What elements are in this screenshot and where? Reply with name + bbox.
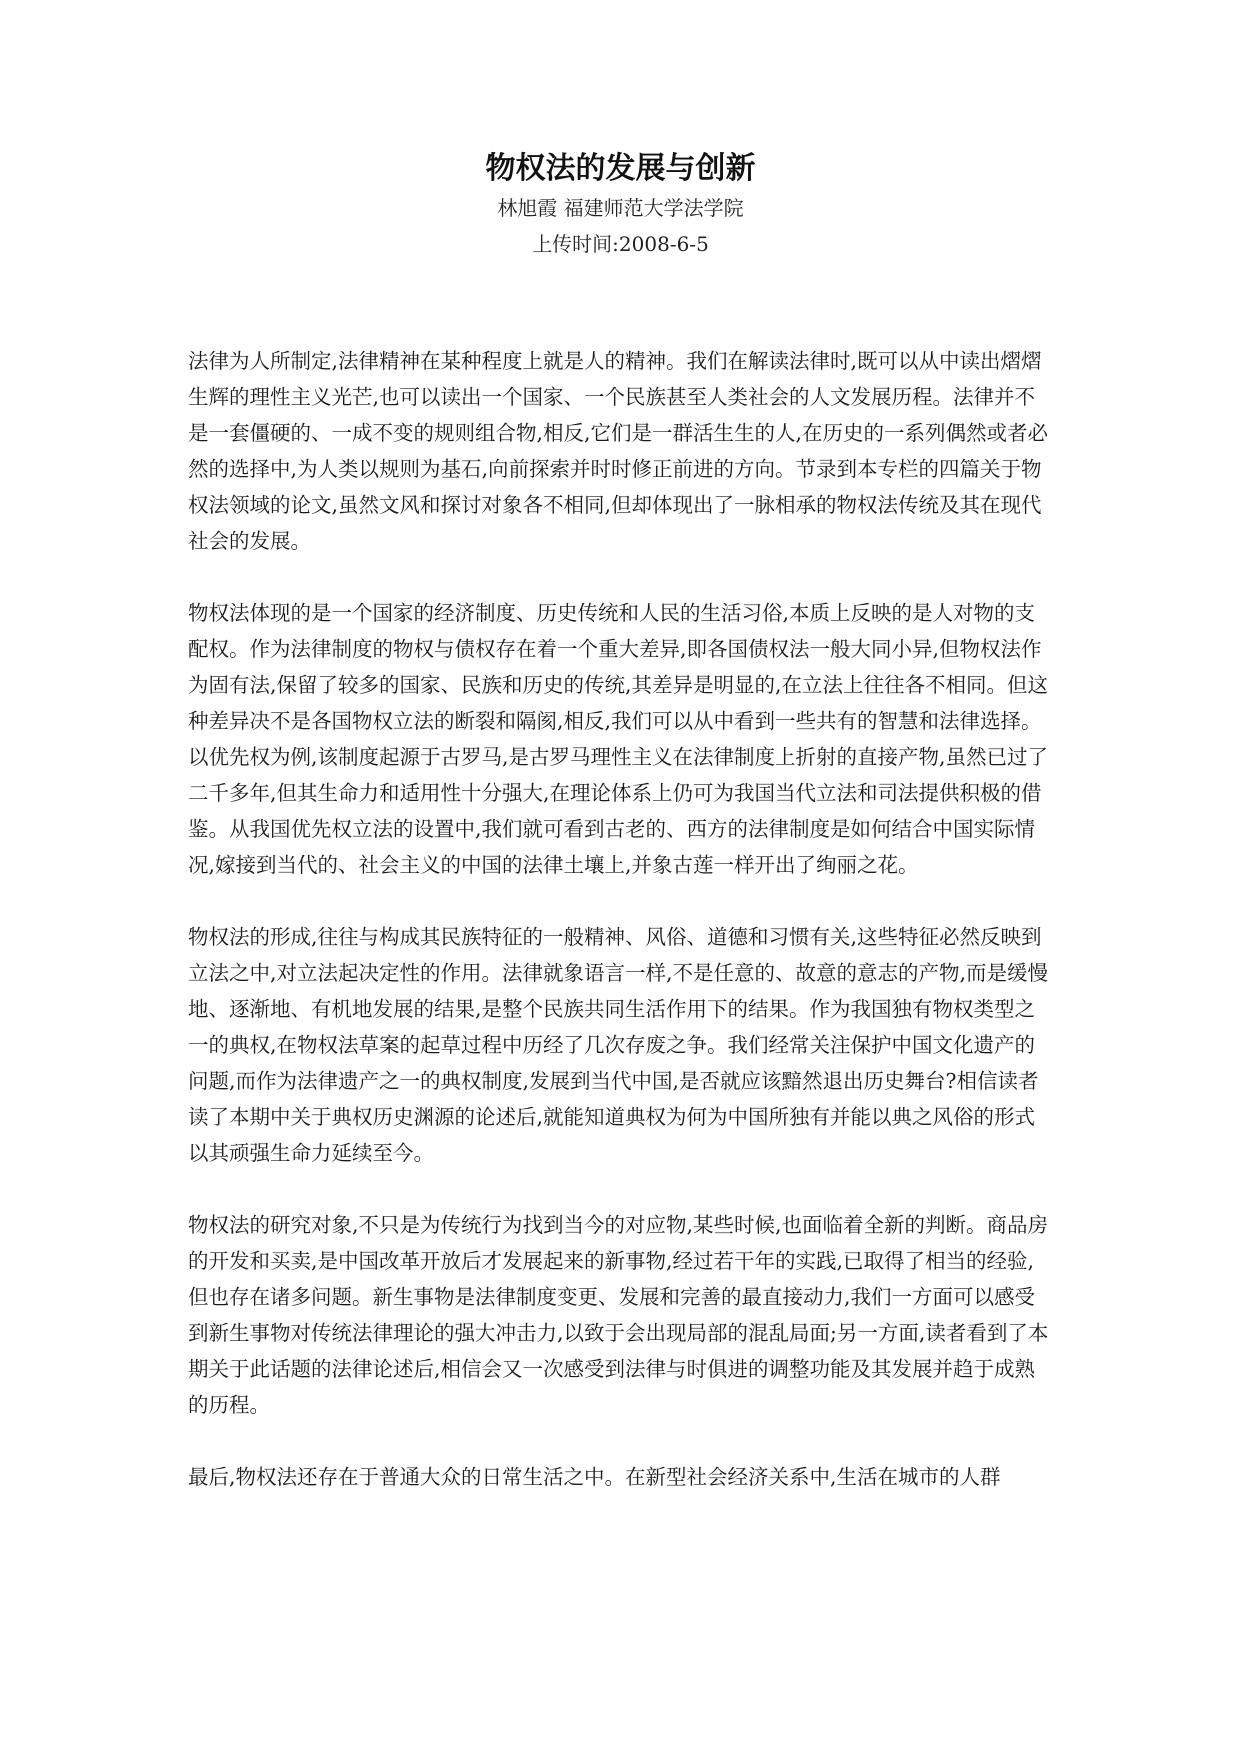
paragraph-3: 物权法的形成,往往与构成其民族特征的一般精神、风俗、道德和习惯有关,这些特征必然反映到立法之中,对立法起决定性的作用。法律就象语言一样,不是任意的、故意的意志的产物,而是缓慢地、逐渐地、有机地发展的结果,是整个民族共同生活作用下的结果。作为我国独有物权类型之一的典权,在物权法草案的起草过程中历经了几次存废之争。我们经常关注保护中国文化遗产的问题,而作为法律遗产之一的典权制度,发展到当代中国,是否就应该黯然退出历史舞台?相信读者读了本期中关于典权历史渊源的论述后,就能知道典权为何为中国所独有并能以典之风俗的形式以其顽强生命力延续至今。 [188,925,1049,1165]
article-title: 物权法的发展与创新 [485,151,756,186]
upload-date: 上传时间:2008-6-5 [532,232,709,256]
article-body [188,343,1053,1495]
article-header [0,148,1241,262]
author-affiliation: 林旭霞 福建师范大学法学院 [497,196,744,220]
paragraph-5: 最后,物权法还存在于普通大众的日常生活之中。在新型社会经济关系中,生活在城市的人群 [188,1465,1001,1489]
paragraph-1: 法律为人所制定,法律精神在某种程度上就是人的精神。我们在解读法律时,既可以从中读出熠熠生辉的理性主义光芒,也可以读出一个国家、一个民族甚至人类社会的人文发展历程。法律并不是一套僵硬的、一成不变的规则组合物,相反,它们是一群活生生的人,在历史的一系列偶然或者必然的选择中,为人类以规则为基石,向前探索并时时修正前进的方向。节录到本专栏的四篇关于物权法领域的论文,虽然文风和探讨对象各不相同,但却体现出了一脉相承的物权法传统及其在现代社会的发展。 [188,349,1049,553]
paragraph-2: 物权法体现的是一个国家的经济制度、历史传统和人民的生活习俗,本质上反映的是人对物的支配权。作为法律制度的物权与债权存在着一个重大差异,即各国债权法一般大同小异,但物权法作为固有法,保留了较多的国家、民族和历史的传统,其差异是明显的,在立法上往往各不相同。但这种差异决不是各国物权立法的断裂和隔阂,相反,我们可以从中看到一些共有的智慧和法律选择。以优先权为例,该制度起源于古罗马,是古罗马理性主义在法律制度上折射的直接产物,虽然已过了二千多年,但其生命力和适用性十分强大,在理论体系上仍可为我国当代立法和司法提供积极的借鉴。从我国优先权立法的设置中,我们就可看到古老的、西方的法律制度是如何结合中国实际情况,嫁接到当代的、社会主义的中国的法律土壤上,并象古莲一样开出了绚丽之花。 [188,601,1049,877]
paragraph-4: 物权法的研究对象,不只是为传统行为找到当今的对应物,某些时候,也面临着全新的判断。商品房的开发和买卖,是中国改革开放后才发展起来的新事物,经过若干年的实践,已取得了相当的经验,但也存在诸多问题。新生事物是法律制度变更、发展和完善的最直接动力,我们一方面可以感受到新生事物对传统法律理论的强大冲击力,以致于会出现局部的混乱局面;另一方面,读者看到了本期关于此话题的法律论述后,相信会又一次感受到法律与时俱进的调整功能及其发展并趋于成熟的历程。 [188,1213,1049,1417]
